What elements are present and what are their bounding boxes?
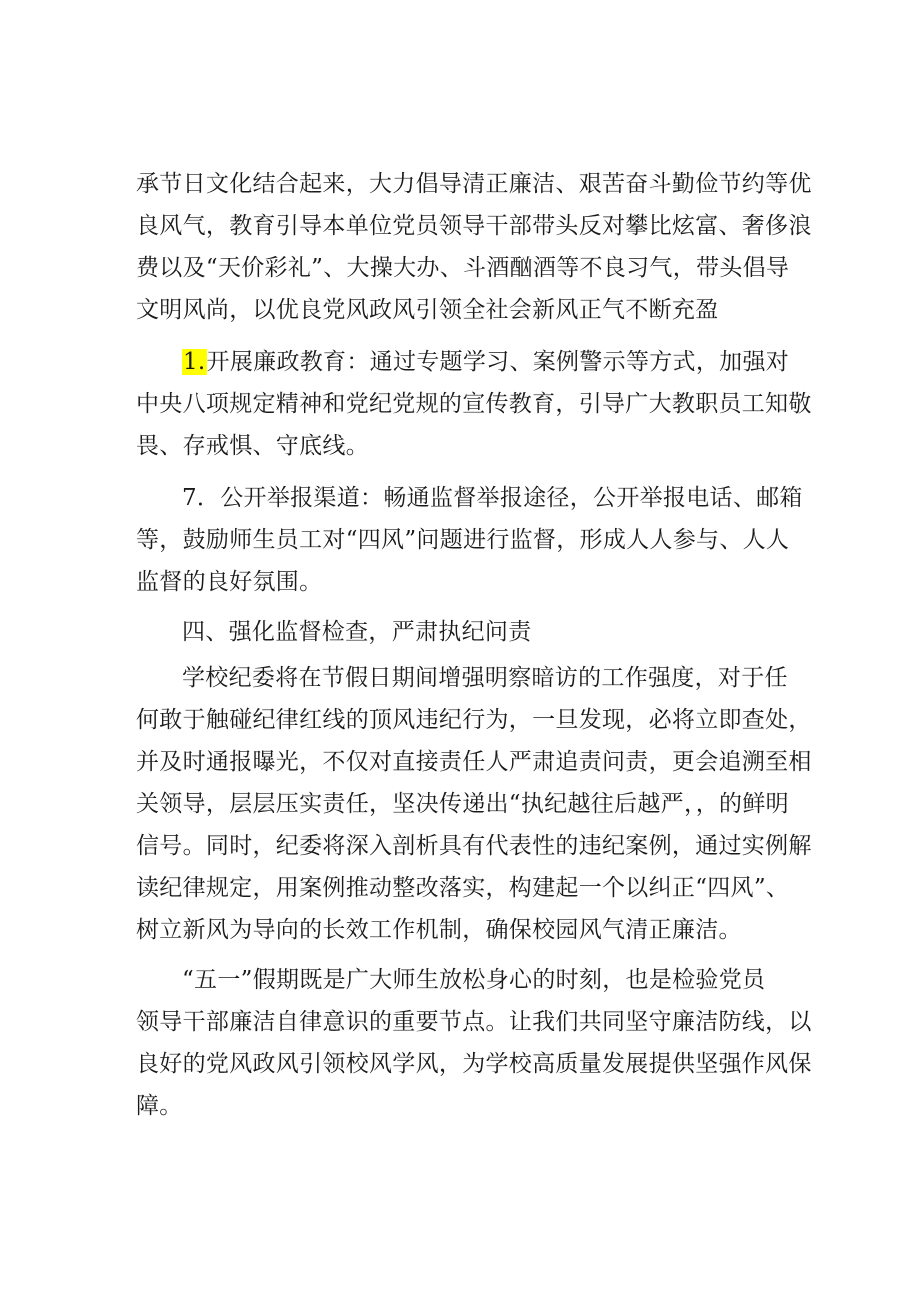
text-line: 7．公开举报渠道：畅通监督举报途径，公开举报电话、邮箱 xyxy=(182,485,803,511)
text-line: 承节日文化结合起来，大力倡导清正廉洁、艰苦奋斗勤俭节约等优 xyxy=(136,171,812,197)
paragraph-festival-culture xyxy=(136,163,812,331)
text-line: 信号。同时，纪委将深入剖析具有代表性的违纪案例，通过实例解 xyxy=(136,833,812,859)
text-line: 障。 xyxy=(136,1093,183,1119)
text-line: 费以及“天价彩礼”、大操大办、斗酒酗酒等不良习气，带头倡导 xyxy=(136,255,790,281)
text-line: 学校纪委将在节假日期间增强明察暗访的工作强度，对于任 xyxy=(182,665,788,691)
text-line: 文明风尚，以优良党风政风引领全社会新风正气不断充盈 xyxy=(136,297,719,323)
paragraph-integrity-education xyxy=(136,341,812,467)
text-line: 读纪律规定，用案例推动整改落实，构建起一个以纠正“四风”、 xyxy=(136,875,790,901)
section-heading-text: 四、强化监督检查，严肃执纪问责 xyxy=(182,619,532,645)
paragraph-supervision xyxy=(136,657,812,951)
text-line xyxy=(136,341,790,383)
text-line: 中央八项规定精神和党纪党规的宣传教育，引导广大教职员工知敬 xyxy=(136,391,812,417)
text-line: 良好的党风政风引领校风学风，为学校高质量发展提供坚强作风保 xyxy=(136,1051,812,1077)
highlighted-list-number: 1. xyxy=(183,349,206,375)
paragraph-conclusion xyxy=(136,959,812,1127)
text-line: 领导干部廉洁自律意识的重要节点。让我们共同坚守廉洁防线，以 xyxy=(136,1009,812,1035)
paragraph-reporting-channels xyxy=(136,477,803,603)
text-line: 畏、存戒惧、守底线。 xyxy=(136,433,369,459)
text-line: 关领导，层层压实责任，坚决传递出“执纪越往后越严，，的鲜明 xyxy=(136,791,789,817)
text-line-content: 开展廉政教育：通过专题学习、案例警示等方式，加强对 xyxy=(206,349,790,375)
text-line: 何敢于触碰纪律红线的顶风违纪行为，一旦发现，必将立即查处， xyxy=(136,707,812,733)
text-line: 等，鼓励师生员工对“四风”问题进行监督，形成人人参与、人人 xyxy=(136,527,790,553)
text-line: 并及时通报曝光，不仅对直接责任人严肃追责问责，更会追溯至相 xyxy=(136,749,812,775)
text-line: 良风气，教育引导本单位党员领导干部带头反对攀比炫富、奢侈浪 xyxy=(136,213,812,239)
section-heading xyxy=(136,611,786,653)
text-line: 监督的良好氛围。 xyxy=(136,569,323,595)
text-line: 树立新风为导向的长效工作机制，确保校园风气清正廉洁。 xyxy=(136,917,742,943)
text-line: “五一”假期既是广大师生放松身心的时刻，也是检验党员 xyxy=(182,967,766,993)
